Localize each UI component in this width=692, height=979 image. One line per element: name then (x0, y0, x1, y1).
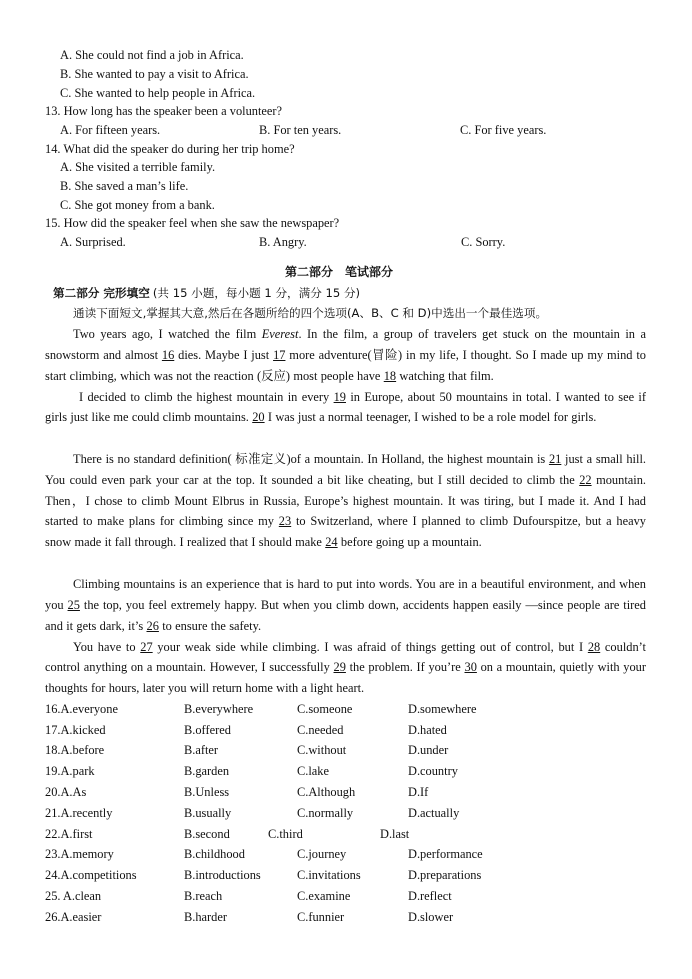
instructions: 通读下面短文,掌握其大意,然后在各题所给的四个选项(A、B、C 和 D)中选出一个最佳选项。 (73, 306, 548, 320)
choice-18-c: C.without (297, 743, 347, 757)
passage-paragraph-2: I decided to climb the highest mountain in every 19 in Europe, about 50 mountains in total. I wanted to see if girls just like me could climb mountains. 20 I was just a normal teenager, I wished to be a role model for girls. (45, 389, 646, 425)
passage-paragraph-5: You have to 27 your weak side while climbing. I was afraid of things getting out of control, but I 28 couldn’t control anything on a mountain. However, I successfully 29 the problem. If you’re 30 on a mountain, quietly with your thoughts for hours, later you will return home with a light heart. (45, 639, 647, 696)
choice-23-a: 23.A.memory (45, 847, 114, 861)
section-heading-line (53, 284, 360, 302)
blank-16: 16 (161, 347, 175, 362)
choice-17-d: D.hated (408, 723, 447, 737)
choice-21-d: D.actually (408, 806, 460, 820)
choice-20-c: C.Although (297, 785, 356, 799)
section-note: (共 15 小题，每小题 1 分，满分 15 分) (152, 286, 361, 300)
q12-option-a: A. She could not find a job in Africa. (60, 48, 244, 62)
choice-17-b: B.offered (184, 723, 231, 737)
blank-17: 17 (273, 347, 286, 362)
section-heading: 第二部分 完形填空 (53, 286, 150, 300)
blank-24: 24 (325, 535, 338, 550)
choice-20-b: B.Unless (184, 785, 230, 799)
blank-26: 26 (146, 618, 159, 633)
choice-19-c: C.lake (297, 764, 329, 778)
blank-25: 25 (67, 597, 80, 612)
choice-17-c: C.needed (297, 723, 344, 737)
choice-23-b: B.childhood (184, 847, 245, 861)
q13-stem: 13. How long has the speaker been a volunteer? (45, 104, 283, 118)
choice-24-b: B.introductions (184, 868, 261, 882)
choice-19-b: B.garden (184, 764, 230, 778)
blank-29: 29 (333, 660, 346, 675)
choice-22-a: 22.A.first (45, 827, 93, 841)
blank-27: 27 (140, 639, 153, 654)
passage-paragraph-4: Climbing mountains is an experience that is hard to put into words. You are in a beautiful environment, and when you 25 the top, you feel extremely happy. But when you climb down, accidents happen easily —since people are tired and it gets dark, it’s 26 to ensure the safety. (45, 577, 646, 633)
blank-28: 28 (587, 639, 601, 654)
choice-23-d: D.performance (408, 847, 483, 861)
choice-19-a: 19.A.park (45, 764, 95, 778)
choice-17-a: 17.A.kicked (45, 723, 106, 737)
choice-16-d: D.somewhere (408, 702, 477, 716)
choice-24-d: D.preparations (408, 868, 482, 882)
choice-19-d: D.country (408, 764, 458, 778)
q14-option-b: B. She saved a man’s life. (60, 179, 189, 193)
q13-option-a: A. For fifteen years. (60, 123, 161, 137)
q14-stem: 14. What did the speaker do during her trip home? (45, 142, 295, 156)
q15-option-c: C. Sorry. (461, 235, 506, 249)
choice-21-c: C.normally (297, 806, 354, 820)
blank-19: 19 (333, 389, 346, 404)
part2-title: 第二部分 笔试部分 (285, 265, 394, 279)
choice-20-d: D.If (408, 785, 429, 799)
choice-26-a: 26.A.easier (45, 910, 102, 924)
blank-21: 21 (548, 452, 562, 466)
choice-26-b: B.harder (184, 910, 228, 924)
choice-18-d: D.under (408, 743, 449, 757)
blank-30: 30 (464, 660, 477, 675)
choice-16-b: B.everywhere (184, 702, 254, 716)
q15-option-b: B. Angry. (259, 235, 307, 249)
blank-20: 20 (252, 410, 265, 425)
choice-23-c: C.journey (297, 847, 347, 861)
blank-22: 22 (579, 472, 592, 487)
q12-option-b: B. She wanted to pay a visit to Africa. (60, 67, 249, 81)
passage-paragraph-1: Two years ago, I watched the film Everest. In the film, a group of travelers get stuck on the mountain in a snowstorm and almost 16 dies. Maybe I just 17 more adventure(冒险) in my life, I thought. So I made up my mind to start climbing, which was not the reaction (反应) most people have 18 watching that film. (45, 327, 646, 383)
q15-option-a: A. Surprised. (60, 235, 126, 249)
choice-18-b: B.after (184, 743, 219, 757)
q13-option-c: C. For five years. (460, 123, 547, 137)
choice-16-c: C.someone (297, 702, 353, 716)
q15-stem: 15. How did the speaker feel when she saw the newspaper? (45, 216, 340, 230)
passage-paragraph-3: There is no standard definition( 标准定义)of a mountain. In Holland, the highest mountain is 21 just a small hill. You could even park your car at the top. It sounded a bit like cheating, but I still decided to climb the 22 mountain. Then，I chose to climb Mount Elbrus in Russia, Europe’s highest mountain. It was tiring, but I made it. And I had started to make plans for climbing since my 23 to Switzerland, where I planned to climb Dufourspitze, but a heavy snow made it fall through. I realized that I should make 24 before going up a mountain. (45, 452, 647, 550)
q12-option-c: C. She wanted to help people in Africa. (60, 86, 256, 100)
q14-option-c: C. She got money from a bank. (60, 198, 215, 212)
q13-option-b: B. For ten years. (259, 123, 342, 137)
choice-20-a: 20.A.As (45, 785, 87, 799)
choice-16-a: 16.A.everyone (45, 702, 118, 716)
choice-21-a: 21.A.recently (45, 806, 113, 820)
choice-25-a: 25. A.clean (45, 889, 102, 903)
choice-22-b: B.second (184, 827, 230, 841)
choice-26-d: D.slower (408, 910, 454, 924)
choice-24-c: C.invitations (297, 868, 361, 882)
choice-25-d: D.reflect (408, 889, 452, 903)
choice-25-b: B.reach (184, 889, 223, 903)
choice-25-c: C.examine (297, 889, 351, 903)
choice-22-d: D.last (380, 827, 410, 841)
blank-23: 23 (278, 514, 292, 529)
choice-18-a: 18.A.before (45, 743, 105, 757)
q14-option-a: A. She visited a terrible family. (60, 160, 216, 174)
choice-22-c: C.third (268, 827, 303, 841)
choice-26-c: C.funnier (297, 910, 345, 924)
film-title: Everest (261, 327, 299, 341)
blank-18: 18 (383, 368, 397, 383)
choice-24-a: 24.A.competitions (45, 868, 137, 882)
choice-21-b: B.usually (184, 806, 232, 820)
